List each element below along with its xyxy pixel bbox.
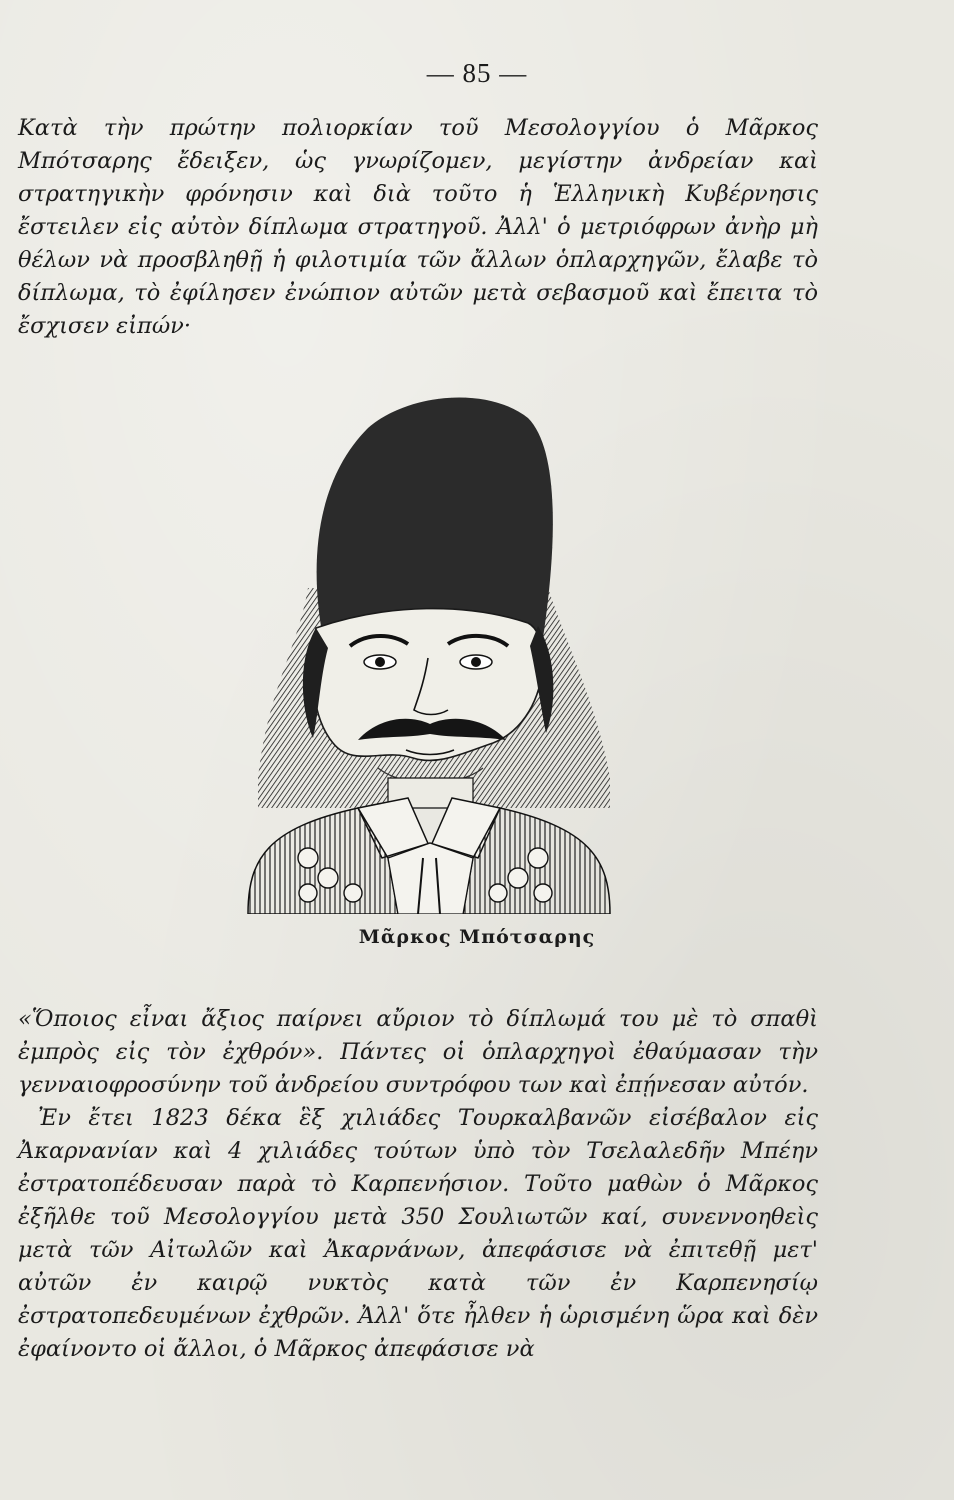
portrait-caption: Μᾶρκος Μπότσαρης — [358, 926, 596, 948]
portrait-engraving — [238, 388, 618, 914]
paragraph: Κατὰ τὴν πρώτην πολιορκίαν τοῦ Μεσολογγίου ὁ Μᾶρκος Μπότσαρης ἔδειξεν, ὡς γνωρίζομεν, μεγίστην ἀνδρείαν καὶ στρατηγικὴν φρόνησιν καὶ διὰ τοῦτο ἡ Ἑλληνικὴ Κυβέρνησις ἔστειλεν εἰς αὐτὸν δίπλωμα στρατηγοῦ. Ἀλλ' ὁ μετριόφρων ἀνὴρ μὴ θέλων νὰ προσβληθῇ ἡ φιλοτιμία τῶν ἄλλων ὁπλαρχηγῶν, ἔλαβε τὸ δίπλωμα, τὸ ἐφίλησεν ἐνώπιον αὐτῶν μετὰ σεβασμοῦ καὶ ἔπειτα τὸ ἔσχισεν εἰπών· — [18, 115, 818, 339]
paragraph: «Ὅποιος εἶναι ἄξιος παίρνει αὔριον τὸ δίπλωμά του μὲ τὸ σπαθὶ ἐμπρὸς εἰς τὸν ἐχθρόν». Πάντες οἱ ὁπλαρχηγοὶ ἐθαύμασαν τὴν γενναιοφροσύνην τοῦ ἀνδρείου συντρόφου των καὶ ἐπῄνεσαν αὐτόν. — [18, 1006, 818, 1098]
paragraph: Ἐν ἔτει 1823 δέκα ἓξ χιλιάδες Τουρκαλβανῶν εἰσέβαλον εἰς Ἀκαρνανίαν καὶ 4 χιλιάδες τούτων ὑπὸ τὸν Τσελαλεδῆν Μπέην ἐστρατοπέδευσαν παρὰ τὸ Καρπενήσιον. Τοῦτο μαθὼν ὁ Μᾶρκος ἐξῆλθε τοῦ Μεσολογγίου μετὰ 350 Σουλιωτῶν καί, συνεννοηθεὶς μετὰ τῶν Αἰτωλῶν καὶ Ἀκαρνάνων, ἀπεφάσισε νὰ ἐπιτεθῇ μετ' αὐτῶν ἐν καιρῷ νυκτὸς κατὰ τῶν ἐν Καρπενησίῳ ἐστρατοπεδευμένων ἐχθρῶν. Ἀλλ' ὅτε ἦλθεν ἡ ὡρισμένη ὥρα καὶ δὲν ἐφαίνοντο οἱ ἄλλοι, ὁ Μᾶρκος ἀπεφάσισε νὰ — [18, 1105, 818, 1362]
text-block-bottom — [18, 1003, 818, 1366]
page-number: — 85 — — [426, 58, 528, 88]
text-block-top — [18, 112, 818, 343]
